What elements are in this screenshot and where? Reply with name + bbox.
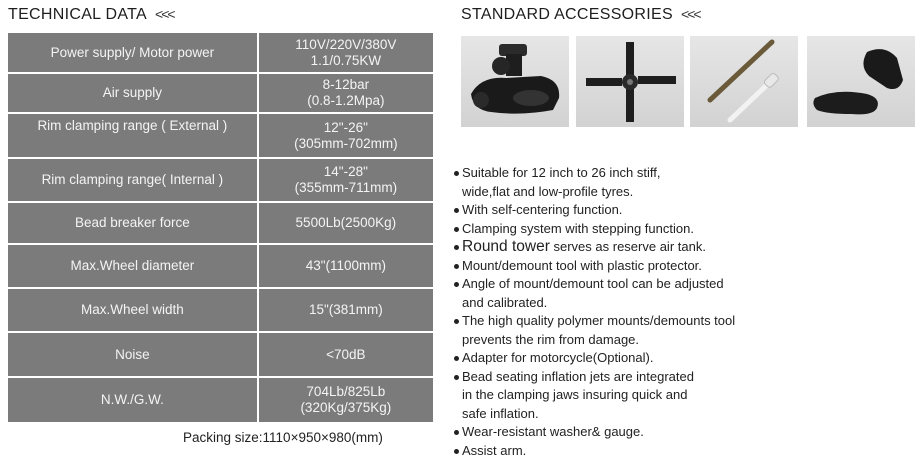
standard-accessories-heading [461, 6, 700, 24]
table-row [8, 158, 433, 202]
spec-label: Max.Wheel diameter [8, 244, 258, 288]
list-item: Angle of mount/demount tool can be adjusted and calibrated. [453, 275, 913, 312]
table-row [8, 377, 433, 422]
table-row [8, 244, 433, 288]
list-item: Suitable for 12 inch to 26 inch stiff, wide,flat and low-profile tyres. [453, 164, 913, 201]
emphasis-text: Round tower [462, 238, 550, 255]
spec-value: 14"-28" (355mm-711mm) [258, 158, 433, 202]
table-row [8, 332, 433, 377]
spec-value: <70dB [258, 332, 433, 377]
table-row [8, 73, 433, 113]
spec-value: 110V/220V/380V 1.1/0.75KW [258, 33, 433, 73]
table-row [8, 202, 433, 244]
table-row [8, 113, 433, 158]
spec-label: N.W./G.W. [8, 377, 258, 422]
spec-label: Power supply/ Motor power [8, 33, 258, 73]
standard-accessories-title: STANDARD ACCESSORIES [461, 6, 673, 23]
spec-value: 43"(1100mm) [258, 244, 433, 288]
spec-label: Rim clamping range( Internal ) [8, 158, 258, 202]
list-item [453, 238, 913, 257]
list-item: Wear-resistant washer& gauge. [453, 423, 913, 442]
spec-label: Max.Wheel width [8, 288, 258, 332]
list-item: Adapter for motorcycle(Optional). [453, 349, 913, 368]
four-arm-adapter-icon [576, 36, 684, 127]
spec-label: Air supply [8, 73, 258, 113]
spec-value: 704Lb/825Lb (320Kg/375Kg) [300, 384, 392, 415]
technical-data-table [8, 33, 433, 422]
table-row [8, 33, 433, 73]
spec-label: Noise [8, 332, 258, 377]
list-item: Assist arm. [453, 442, 913, 461]
spec-label: Bead breaker force [8, 202, 258, 244]
list-item: The high quality polymer mounts/demounts tool prevents the rim from damage. [453, 312, 913, 349]
spec-value: 15"(381mm) [258, 288, 433, 332]
features-list [453, 164, 913, 460]
spec-value: 8-12bar (0.8-1.2Mpa) [258, 73, 433, 113]
table-row [8, 288, 433, 332]
feature-text: serves as reserve air tank. [549, 239, 706, 254]
chevrons-left-icon: <<< [155, 6, 174, 22]
list-item: Clamping system with stepping function. [453, 220, 913, 239]
spec-label: Rim clamping range ( External ) [8, 113, 258, 158]
list-item: Bead seating inflation jets are integrated in the clamping jaws insuring quick and safe inflation. [453, 368, 913, 424]
spec-value: 5500Lb(2500Kg) [258, 202, 433, 244]
chevrons-left-icon: <<< [680, 6, 700, 22]
technical-data-heading [8, 6, 174, 24]
packing-size: Packing size:1110×950×980(mm) [183, 430, 383, 445]
tyre-lever-and-tool-icon [690, 36, 798, 127]
list-item: Mount/demount tool with plastic protector. [453, 257, 913, 276]
plastic-protectors-icon [807, 36, 915, 127]
spec-value: 12"-26" (305mm-702mm) [258, 113, 433, 158]
mount-demount-head-icon [461, 36, 569, 127]
list-item: With self-centering function. [453, 201, 913, 220]
technical-data-title: TECHNICAL DATA [8, 6, 148, 23]
